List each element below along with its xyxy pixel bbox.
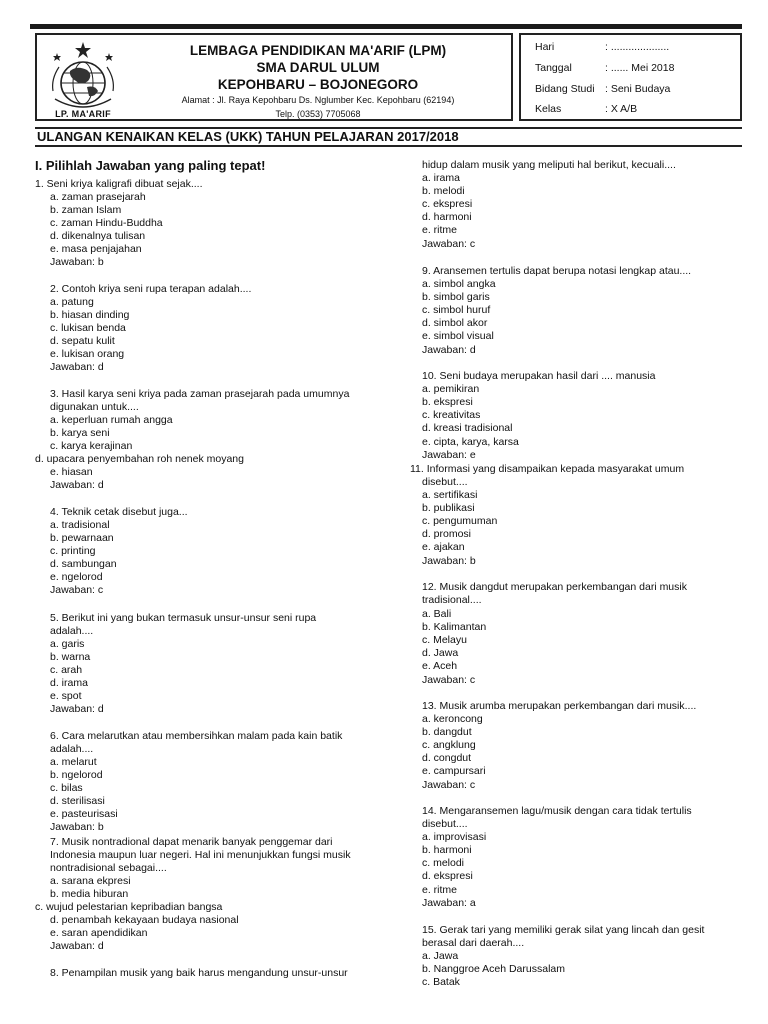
answer-option: c. lukisan benda	[50, 322, 126, 334]
question-text: 12. Musik dangdut merupakan perkembangan dari musik	[422, 581, 687, 593]
answer-option: d. sepatu kulit	[50, 335, 115, 347]
question-text: hidup dalam musik yang meliputi hal berikut, kecuali....	[422, 159, 676, 171]
question-text: 11. Informasi yang disampaikan kepada masyarakat umum	[410, 463, 685, 475]
answer-option: a. keperluan rumah angga	[50, 414, 173, 426]
answer-option: c. Batak	[422, 976, 460, 988]
answer-option: e. ritme	[422, 224, 458, 236]
answer-option: a. pemikiran	[422, 383, 480, 395]
answer-option: a. improvisasi	[422, 831, 487, 843]
answer-option: e. campursari	[422, 765, 486, 777]
answer-option: e. ngelorod	[50, 571, 103, 583]
answer-option: a. zaman prasejarah	[50, 191, 146, 203]
question-text: 3. Hasil karya seni kriya pada zaman prasejarah pada umumnya	[50, 388, 350, 400]
school-address: Alamat : Jl. Raya Kepohbaru Ds. Nglumber Kec. Kepohbaru (62194)	[181, 95, 455, 105]
answer-option: b. warna	[50, 651, 91, 663]
answer-option: d. harmoni	[422, 211, 472, 223]
info-label: Hari	[535, 41, 555, 53]
answer-option: b. zaman Islam	[50, 204, 122, 216]
answer-option: e. masa penjajahan	[50, 243, 142, 255]
answer-option: a. irama	[422, 172, 460, 184]
question-text: 9. Aransemen tertulis dapat berupa notasi lengkap atau....	[422, 265, 692, 277]
answer-key: Jawaban: c	[422, 779, 476, 791]
answer-key: Jawaban: c	[50, 584, 104, 596]
info-label: Kelas	[535, 103, 562, 115]
answer-option: a. patung	[50, 296, 94, 308]
answer-option: c. Melayu	[422, 634, 467, 646]
answer-option: e. saran apendidikan	[50, 927, 148, 939]
question-text: 1. Seni kriya kaligrafi dibuat sejak....	[35, 178, 203, 190]
answer-option: c. bilas	[50, 782, 83, 794]
answer-option: d. irama	[50, 677, 88, 689]
answer-key: Jawaban: d	[50, 703, 104, 715]
answer-option: e. ajakan	[422, 541, 465, 553]
answer-key: Jawaban: b	[422, 555, 476, 567]
answer-key: Jawaban: a	[422, 897, 476, 909]
answer-option: b. karya seni	[50, 427, 110, 439]
answer-option: a. tradisional	[50, 519, 110, 531]
info-value: : ....................	[605, 41, 670, 53]
answer-option: d. sambungan	[50, 558, 117, 570]
school-location: KEPOHBARU – BOJONEGORO	[217, 77, 419, 92]
answer-option: b. Nanggroe Aceh Darussalam	[422, 963, 565, 975]
answer-option: c. karya kerajinan	[50, 440, 133, 452]
answer-option: d. Jawa	[422, 647, 459, 659]
answer-option: a. garis	[50, 638, 85, 650]
answer-option: a. Bali	[422, 608, 452, 620]
question-text: 10. Seni budaya merupakan hasil dari .... manusia	[422, 370, 656, 382]
answer-option: c. arah	[50, 664, 83, 676]
answer-option: b. media hiburan	[50, 888, 129, 900]
question-text: digunakan untuk....	[50, 401, 139, 413]
answer-option: b. harmoni	[422, 844, 472, 856]
answer-option: c. wujud pelestarian kepribadian bangsa	[35, 901, 223, 913]
answer-key: Jawaban: e	[422, 449, 476, 461]
school-name: SMA DARUL ULUM	[256, 60, 380, 75]
answer-option: c. kreativitas	[422, 409, 481, 421]
answer-option: c. simbol huruf	[422, 304, 491, 316]
answer-option: c. angklung	[422, 739, 476, 751]
answer-option: d. penambah kekayaan budaya nasional	[50, 914, 239, 926]
answer-key: Jawaban: b	[50, 821, 104, 833]
question-text: disebut....	[422, 476, 468, 488]
answer-option: e. pasteurisasi	[50, 808, 118, 820]
answer-option: d. promosi	[422, 528, 472, 540]
answer-option: c. printing	[50, 545, 96, 557]
question-text: berasal dari daerah....	[422, 937, 525, 949]
question-text: 7. Musik nontradional dapat menarik banyak penggemar dari	[50, 836, 333, 848]
question-text: disebut....	[422, 818, 468, 830]
question-text: 4. Teknik cetak disebut juga...	[50, 506, 188, 518]
answer-key: Jawaban: d	[50, 479, 104, 491]
question-text: adalah....	[50, 743, 94, 755]
answer-option: b. ngelorod	[50, 769, 103, 781]
info-value: : Seni Budaya	[605, 83, 671, 95]
answer-option: b. hiasan dinding	[50, 309, 130, 321]
institution-name: LEMBAGA PENDIDIKAN MA'ARIF (LPM)	[189, 43, 447, 58]
question-text: 5. Berikut ini yang bukan termasuk unsur-unsur seni rupa	[50, 612, 317, 624]
answer-key: Jawaban: d	[50, 361, 104, 373]
question-text: nontradisional sebagai....	[50, 862, 167, 874]
answer-option: b. publikasi	[422, 502, 475, 514]
answer-option: b. dangdut	[422, 726, 472, 738]
answer-option: e. spot	[50, 690, 82, 702]
answer-key: Jawaban: d	[50, 940, 104, 952]
answer-key: Jawaban: c	[422, 674, 476, 686]
question-text: 8. Penampilan musik yang baik harus mengandung unsur-unsur	[50, 967, 348, 979]
answer-option: c. melodi	[422, 857, 465, 869]
school-phone: Telp. (0353) 7705068	[275, 109, 361, 119]
question-text: Indonesia maupun luar negeri. Hal ini menunjukkan fungsi musik	[50, 849, 351, 861]
answer-option: c. pengumuman	[422, 515, 498, 527]
answer-option: e. ritme	[422, 884, 458, 896]
question-text: 15. Gerak tari yang memiliki gerak silat yang lincah dan gesit	[422, 924, 705, 936]
question-column-right	[400, 0, 768, 1024]
answer-option: a. melarut	[50, 756, 97, 768]
info-value: : ...... Mei 2018	[605, 62, 675, 74]
answer-option: a. sertifikasi	[422, 489, 478, 501]
answer-option: a. sarana ekpresi	[50, 875, 131, 887]
logo-label: LP. MA'ARIF	[55, 109, 111, 119]
answer-option: d. upacara penyembahan roh nenek moyang	[35, 453, 244, 465]
answer-option: b. Kalimantan	[422, 621, 487, 633]
info-value: : X A/B	[605, 103, 638, 115]
answer-key: Jawaban: c	[422, 238, 476, 250]
answer-key: Jawaban: d	[422, 344, 476, 356]
question-text: 13. Musik arumba merupakan perkembangan dari musik....	[422, 700, 697, 712]
answer-option: e. simbol visual	[422, 330, 494, 342]
answer-option: b. melodi	[422, 185, 465, 197]
answer-option: b. simbol garis	[422, 291, 490, 303]
answer-option: d. simbol akor	[422, 317, 488, 329]
answer-option: d. ekspresi	[422, 870, 473, 882]
question-text: tradisional....	[422, 594, 482, 606]
answer-option: b. pewarnaan	[50, 532, 114, 544]
info-label: Tanggal	[535, 62, 572, 74]
answer-option: e. cipta, karya, karsa	[422, 436, 519, 448]
question-text: 2. Contoh kriya seni rupa terapan adalah....	[50, 283, 252, 295]
answer-option: d. dikenalnya tulisan	[50, 230, 146, 242]
question-text: 14. Mengaransemen lagu/musik dengan cara tidak tertulis	[422, 805, 692, 817]
answer-option: a. Jawa	[422, 950, 459, 962]
answer-option: e. Aceh	[422, 660, 458, 672]
answer-option: d. kreasi tradisional	[422, 422, 513, 434]
exam-title: ULANGAN KENAIKAN KELAS (UKK) TAHUN PELAJARAN 2017/2018	[35, 127, 742, 147]
section-title: I. Pilihlah Jawaban yang paling tepat!	[35, 158, 266, 173]
answer-option: b. ekspresi	[422, 396, 473, 408]
info-label: Bidang Studi	[535, 83, 595, 95]
answer-key: Jawaban: b	[50, 256, 104, 268]
answer-option: a. keroncong	[422, 713, 483, 725]
answer-option: c. zaman Hindu-Buddha	[50, 217, 163, 229]
answer-option: d. sterilisasi	[50, 795, 105, 807]
question-text: adalah....	[50, 625, 94, 637]
answer-option: c. ekspresi	[422, 198, 473, 210]
answer-option: e. hiasan	[50, 466, 93, 478]
answer-option: a. simbol angka	[422, 278, 496, 290]
answer-option: e. lukisan orang	[50, 348, 125, 360]
answer-option: d. congdut	[422, 752, 472, 764]
question-text: 6. Cara melarutkan atau membersihkan malam pada kain batik	[50, 730, 343, 742]
